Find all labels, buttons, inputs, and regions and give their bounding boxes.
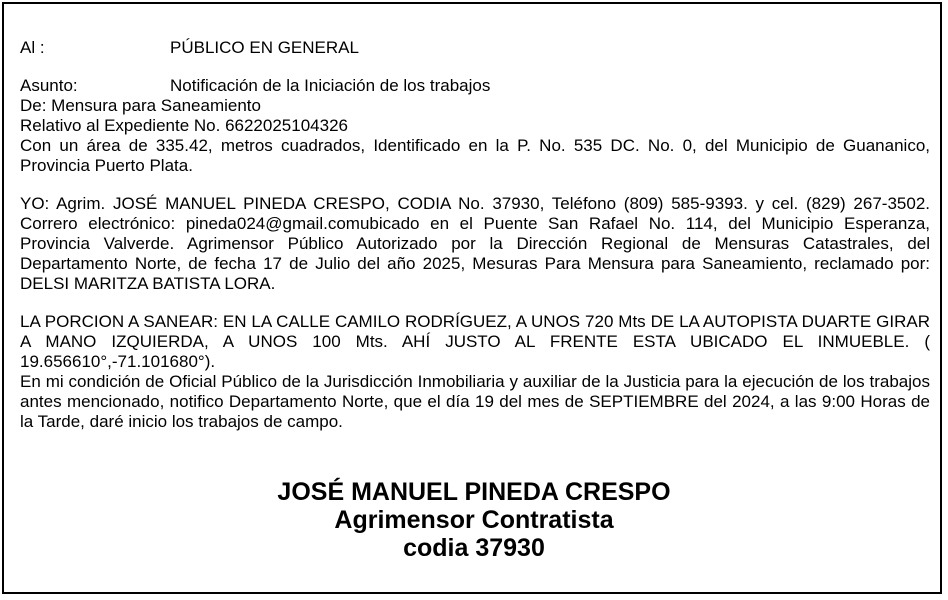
signature-title: Agrimensor Contratista (334, 506, 614, 534)
area-paragraph: Con un área de 335.42, metros cuadrados, Identificado en la P. No. 535 DC. No. 0, del Municipio de Guananico, Provincia Puerto Plata. (20, 136, 930, 175)
notice-frame (2, 2, 942, 594)
de-line: De: Mensura para Saneamiento (20, 96, 261, 115)
al-value: PÚBLICO EN GENERAL (170, 38, 359, 57)
notice-body (20, 38, 930, 432)
condicion-paragraph: En mi condición de Oficial Público de la Jurisdicción Inmobiliaria y auxiliar de la Justicia para la ejecución de los trabajos antes mencionado, notifico Departamento Norte, que el día 19 del mes de SEPTIEMBRE del 2024, a las 9:00 Horas de la Tarde, daré inicio los trabajos de campo. (20, 372, 930, 431)
al-label: Al : (20, 38, 45, 57)
yo-paragraph: YO: Agrim. JOSÉ MANUEL PINEDA CRESPO, CODIA No. 37930, Teléfono (809) 585-9393. y cel. (829) 267-3502. Correro electrónico: pineda024@gmail.comubicado en el Puente San Rafael No. 114, del Municipio Esperanza, Provincia Valverde. Agrimensor Público Autorizado por la Dirección Regional de Mensuras Catastrales, del Departamento Norte, de fecha 17 de Julio del año 2025, Mesuras Para Mensura para Saneamiento, reclamado por: DELSI MARITZA BATISTA LORA. (20, 194, 930, 293)
signature-name: JOSÉ MANUEL PINEDA CRESPO (277, 478, 671, 506)
porcion-paragraph: LA PORCION A SANEAR: EN LA CALLE CAMILO RODRÍGUEZ, A UNOS 720 Mts DE LA AUTOPISTA DUARTE GIRAR A MANO IZQUIERDA, A UNOS 100 Mts. AHÍ JUSTO AL FRENTE ESTA UBICADO EL INMUEBLE. ( 19.656610°,-71.101680°). (20, 312, 930, 371)
asunto-value: Notificación de la Iniciación de los trabajos (170, 76, 491, 95)
asunto-row (20, 76, 930, 96)
asunto-label: Asunto: (20, 76, 78, 95)
al-row (20, 38, 930, 58)
expediente-line: Relativo al Expediente No. 6622025104326 (20, 116, 348, 135)
signature-codia: codia 37930 (403, 534, 545, 562)
signature-block (4, 478, 944, 562)
